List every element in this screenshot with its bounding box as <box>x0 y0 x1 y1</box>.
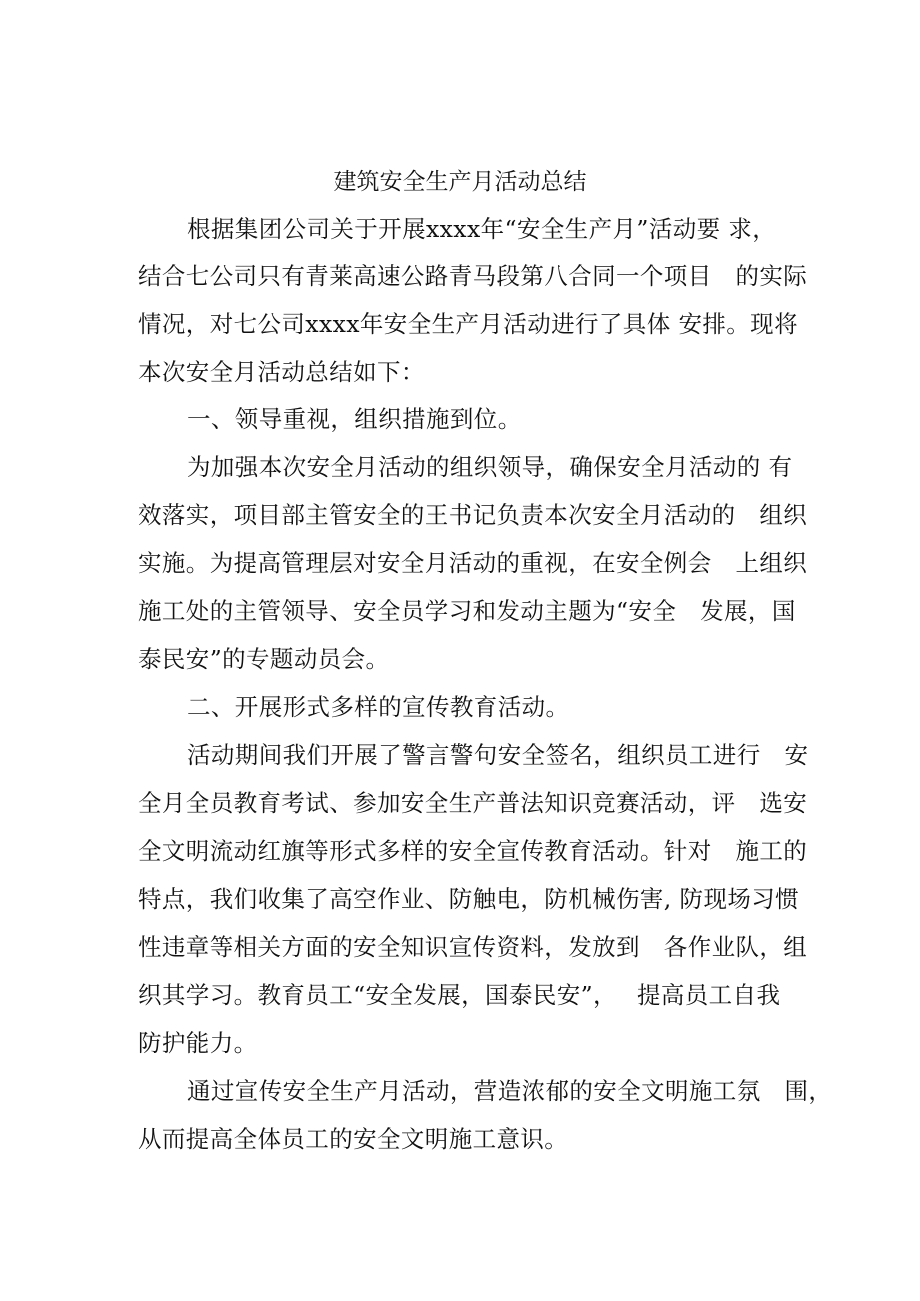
paragraph-line: 根据集团公司关于开展xxxx年“安全生产月”活动要 求， <box>187 215 777 243</box>
paragraph-line: 性违章等相关方面的安全知识宣传资料，发放到 各作业队，组 <box>138 933 808 961</box>
paragraph-line: 泰民安”的专题动员会。 <box>138 645 390 673</box>
paragraph-line: 情况，对七公司xxxx年安全生产月活动进行了具体 安排。现将 <box>138 310 798 338</box>
paragraph-line: 织其学习。教育员工“安全发展，国泰民安”， 提高员工自我 <box>138 981 781 1009</box>
paragraph-line: 施工处的主管领导、安全员学习和发动主题为“安全 发展，国 <box>138 597 796 625</box>
paragraph-line: 特点，我们收集了高空作业、防触电，防机械伤害, 防现场习惯 <box>138 885 800 913</box>
paragraph-line: 通过宣传安全生产月活动，营造浓郁的安全文明施工氛 围， <box>187 1077 833 1105</box>
paragraph-line: 为加强本次安全月活动的组织领导，确保安全月活动的 有 <box>187 453 793 481</box>
paragraph-line: 实施。为提高管理层对安全月活动的重视，在安全例会 上组织 <box>138 549 808 577</box>
document-title: 建筑安全生产月活动总结 <box>333 169 587 195</box>
paragraph-line: 活动期间我们开展了警言警句安全签名，组织员工进行 安 <box>187 741 809 769</box>
paragraph-line: 全文明流动红旗等形式多样的安全宣传教育活动。针对 施工的 <box>138 837 808 865</box>
section-heading-2: 二、开展形式多样的宣传教育活动。 <box>187 693 570 721</box>
section-heading-1: 一、领导重视，组织措施到位。 <box>187 405 522 433</box>
paragraph-line: 防护能力。 <box>138 1029 258 1057</box>
paragraph-line: 全月全员教育考试、参加安全生产普法知识竞赛活动，评 选安 <box>138 789 808 817</box>
paragraph-line: 结合七公司只有青莱高速公路青马段第八合同一个项目 的实际 <box>138 262 808 290</box>
paragraph-line: 本次安全月活动总结如下： <box>138 358 425 386</box>
paragraph-line: 效落实，项目部主管安全的王书记负责本次安全月活动的 组织 <box>138 501 808 529</box>
paragraph-line: 从而提高全体员工的安全文明施工意识。 <box>138 1125 569 1153</box>
